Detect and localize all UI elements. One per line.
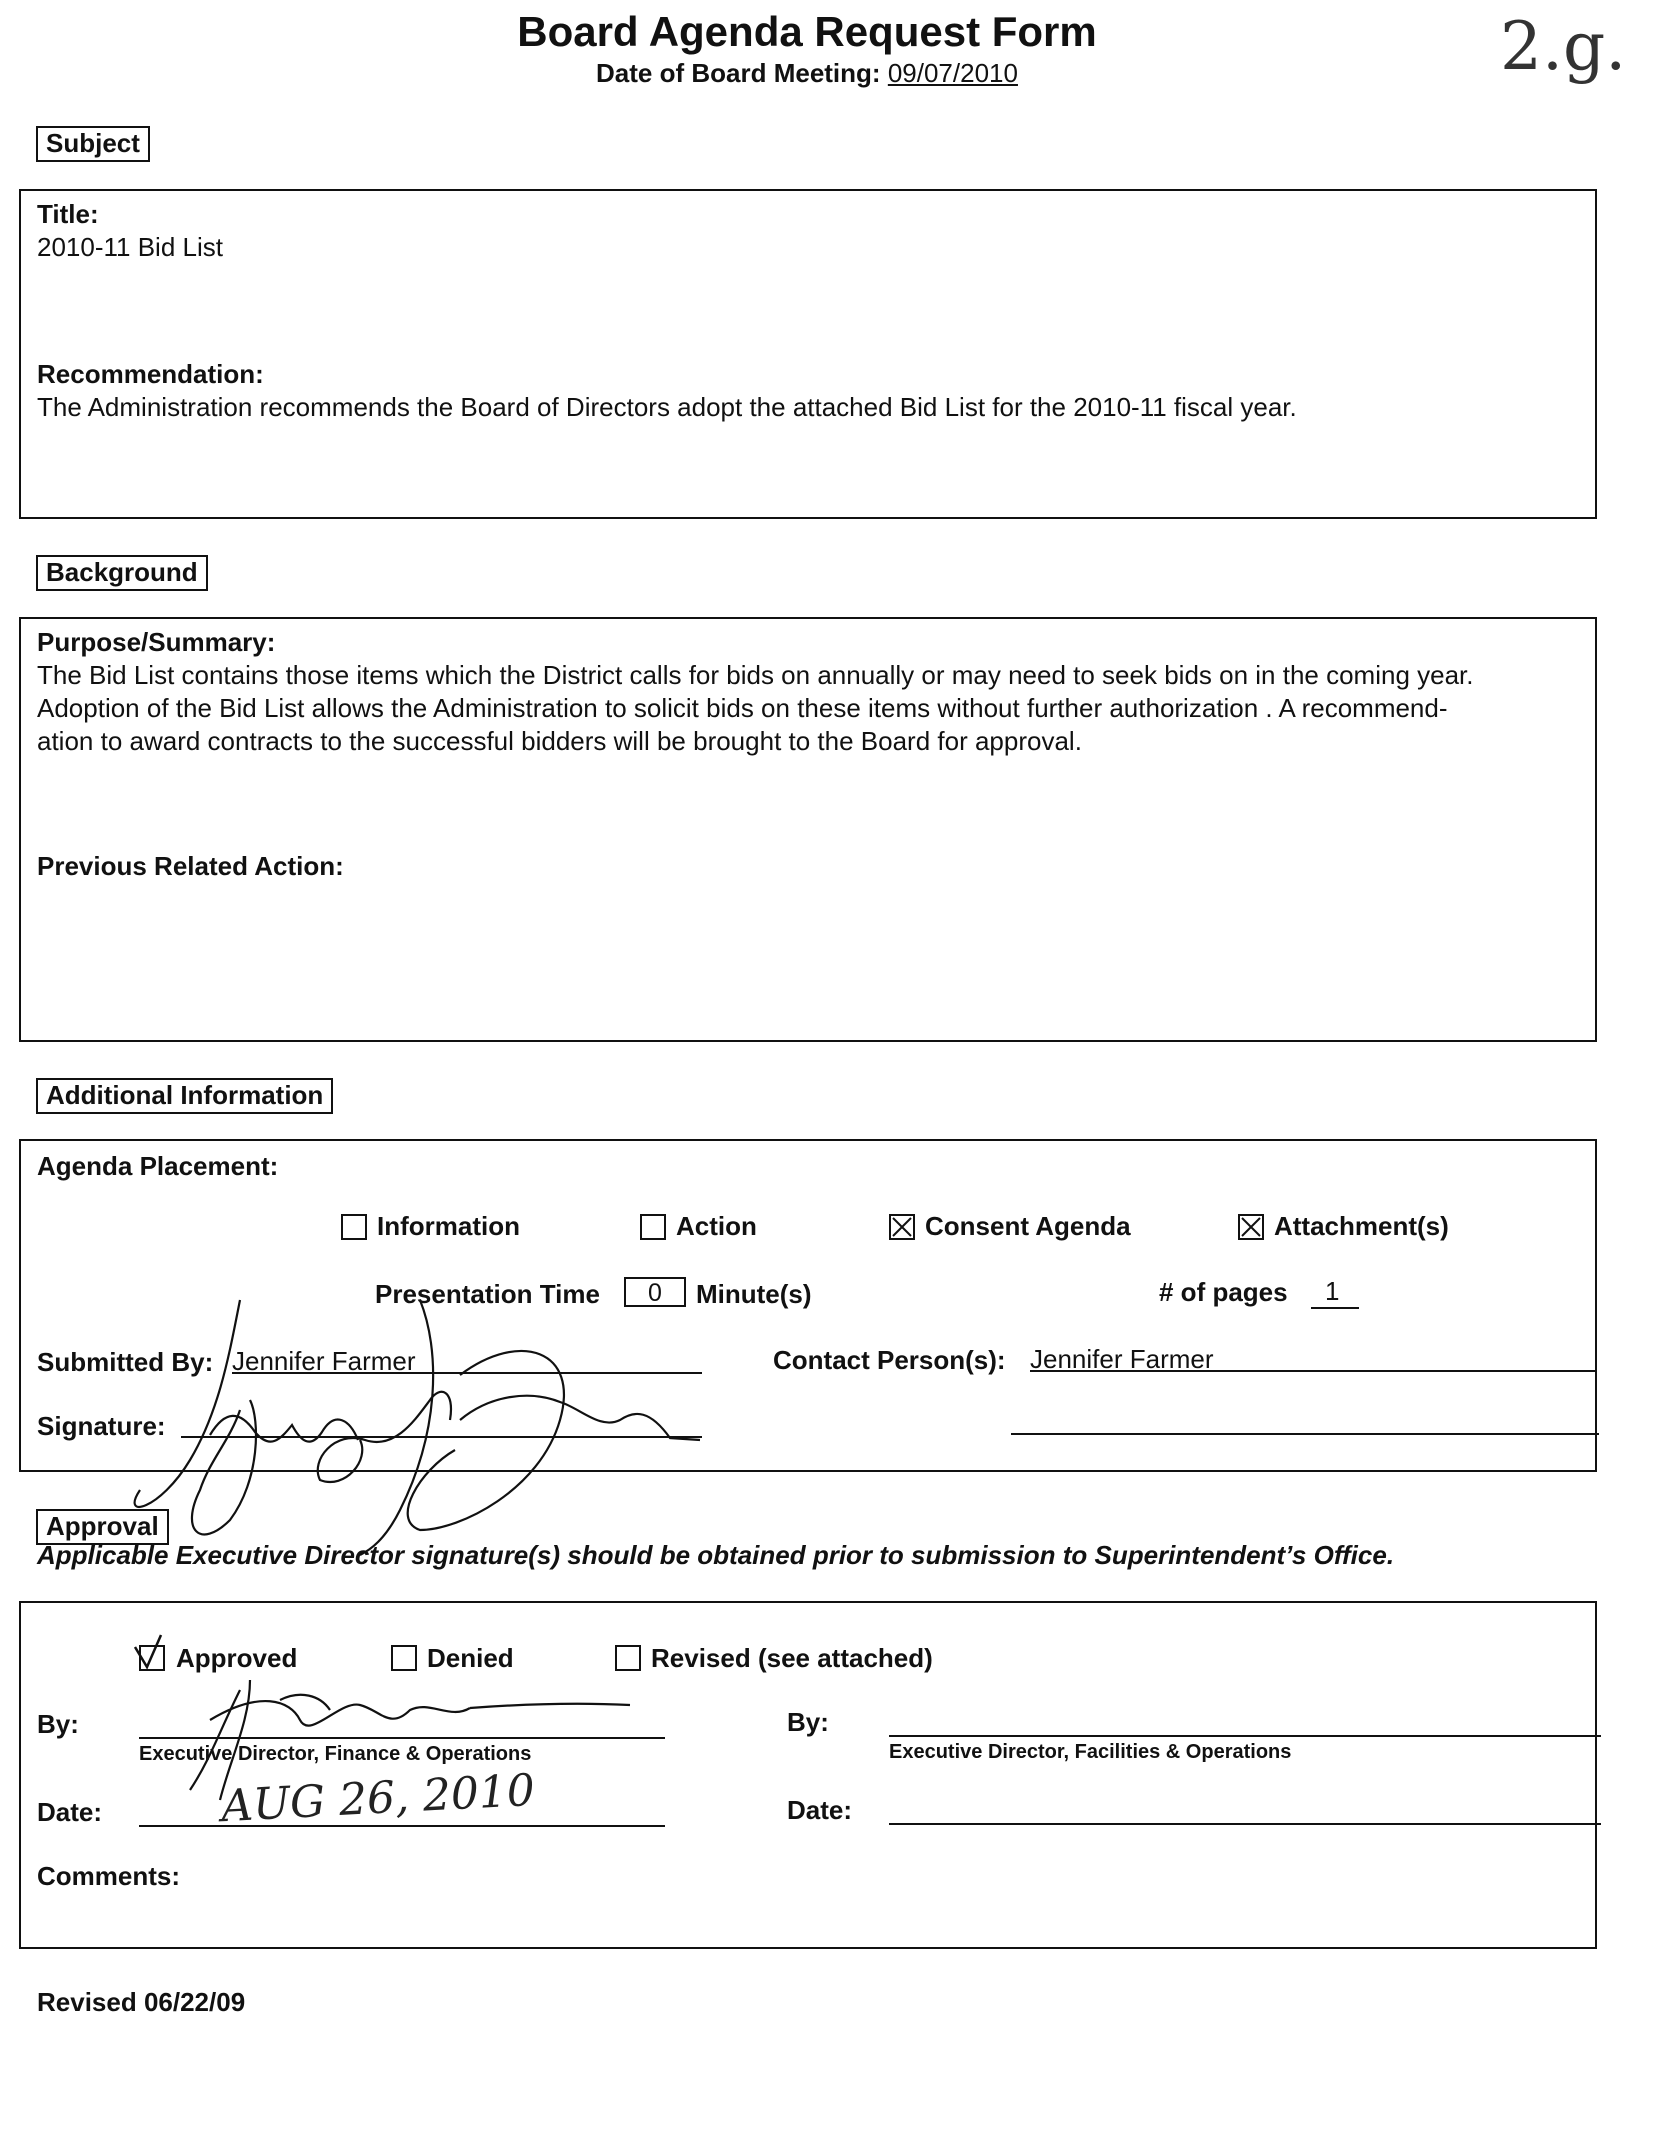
comments-label: Comments: <box>37 1861 181 1891</box>
meeting-date-value: 09/07/2010 <box>887 58 1018 88</box>
right-role-caption: Executive Director, Facilities & Operations <box>889 1741 1292 1763</box>
approval-instruction: Applicable Executive Director signature(s) should be obtained prior to submission to Superintendent’s Office. <box>37 1540 1395 1570</box>
denied-option-label: Denied <box>427 1643 514 1673</box>
left-date-handwritten: AUG 26, 2010 <box>219 1764 537 1833</box>
subject-tag: Subject <box>36 126 150 162</box>
pages-underline <box>1311 1307 1359 1309</box>
meeting-date-line <box>0 58 1614 89</box>
left-date-line <box>139 1825 665 1827</box>
right-date-line <box>889 1823 1601 1825</box>
purpose-line: Adoption of the Bid List allows the Administration to solicit bids on these items without further authorization . A recommend- <box>37 693 1448 723</box>
signature-label: Signature: <box>37 1411 166 1441</box>
form-title: Board Agenda Request Form <box>517 8 1097 55</box>
purpose-line: ation to award contracts to the successful bidders will be brought to the Board for approval. <box>37 726 1082 756</box>
additional-info-tag: Additional Information <box>36 1078 333 1114</box>
right-by-label: By: <box>787 1707 829 1737</box>
background-tag: Background <box>36 555 208 591</box>
recommendation-label: Recommendation: <box>37 359 264 389</box>
submitted-by-value: Jennifer Farmer <box>232 1346 416 1376</box>
consent-agenda-option-label: Consent Agenda <box>925 1211 1131 1241</box>
x-mark-icon <box>1240 1216 1262 1238</box>
revised-option-label: Revised (see attached) <box>651 1643 933 1673</box>
contact-person-label: Contact Person(s): <box>773 1345 1006 1375</box>
contact-person-line <box>1030 1370 1595 1372</box>
pages-value: 1 <box>1325 1276 1340 1306</box>
title-label: Title: <box>37 199 99 229</box>
attachments-option-label: Attachment(s) <box>1274 1211 1449 1241</box>
left-role-caption: Executive Director, Finance & Operations <box>139 1743 532 1765</box>
attachments-checkbox[interactable] <box>1238 1214 1264 1240</box>
recommendation-value: The Administration recommends the Board of Directors adopt the attached Bid List for the 2010-11 fiscal year. <box>37 392 1297 422</box>
right-by-line <box>889 1735 1601 1737</box>
purpose-line: The Bid List contains those items which the District calls for bids on annually or may need to seek bids on in the coming year. <box>37 660 1474 690</box>
presentation-time-value: 0 <box>648 1279 662 1307</box>
left-by-label: By: <box>37 1709 79 1739</box>
action-option-label: Action <box>676 1211 757 1241</box>
approver-signature <box>150 1660 670 1810</box>
left-date-label: Date: <box>37 1797 103 1827</box>
background-box <box>19 617 1597 1042</box>
x-mark-icon <box>891 1216 913 1238</box>
contact-person-value: Jennifer Farmer <box>1030 1344 1214 1374</box>
approved-option-label: Approved <box>176 1643 298 1673</box>
agenda-placement-label: Agenda Placement: <box>37 1151 279 1181</box>
purpose-label: Purpose/Summary: <box>37 627 276 657</box>
approval-tag: Approval <box>36 1509 169 1545</box>
action-checkbox[interactable] <box>640 1214 666 1240</box>
minutes-label: Minute(s) <box>696 1279 812 1309</box>
meeting-date-label: Date of Board Meeting: <box>596 58 881 88</box>
previous-action-label: Previous Related Action: <box>37 851 344 881</box>
right-date-label: Date: <box>787 1795 853 1825</box>
presentation-time-label: Presentation Time <box>375 1279 600 1309</box>
pages-label: # of pages <box>1159 1277 1288 1307</box>
submitted-by-label: Submitted By: <box>37 1347 214 1377</box>
subject-box <box>19 189 1597 519</box>
revised-footer: Revised 06/22/09 <box>37 1987 246 2017</box>
information-checkbox[interactable] <box>341 1214 367 1240</box>
consent-agenda-checkbox[interactable] <box>889 1214 915 1240</box>
contact-signature-line <box>1011 1433 1599 1435</box>
title-value: 2010-11 Bid List <box>37 232 223 262</box>
information-option-label: Information <box>377 1211 520 1241</box>
corner-page-mark: 2.g. <box>1500 8 1627 85</box>
